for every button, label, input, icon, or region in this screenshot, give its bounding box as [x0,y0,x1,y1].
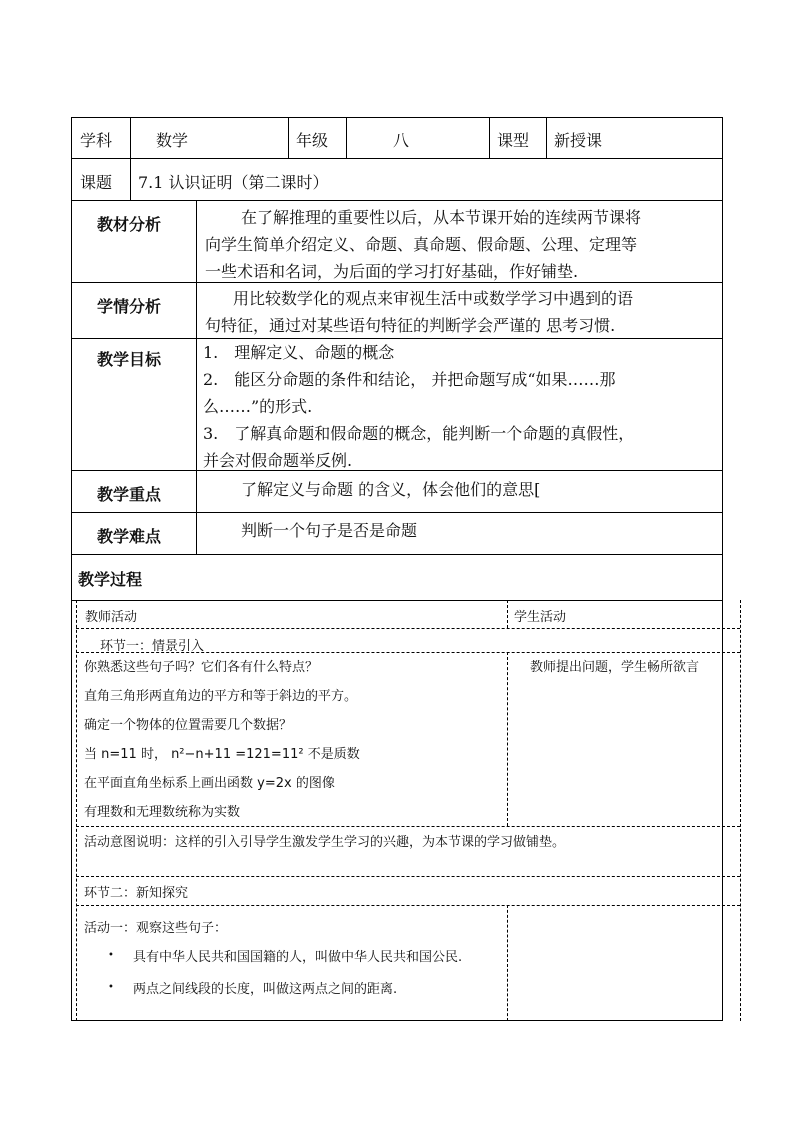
process-dash-stage2-top [76,876,740,877]
table-right-border [722,117,723,600]
row-divider-2 [71,200,723,201]
students-label: 学情分析 [97,297,162,316]
process-bottom-border [71,1020,723,1021]
row-divider-8 [71,600,723,601]
bullet-2: • [108,982,114,993]
lesson-type-label: 课型 [497,131,530,150]
row-divider-1 [71,158,723,159]
difficulty-label: 教学难点 [97,527,162,546]
goal-line-3: 么……”的形式. [203,397,313,416]
key-point-text: 了解定义与命题 的含义，体会他们的意思[ [241,480,541,499]
lesson-type-value: 新授课 [554,131,603,150]
table-top-border [71,117,723,118]
col-divider-e [546,117,547,158]
stage1-line-3: 确定一个物体的位置需要几个数据？ [84,718,293,733]
students-line-1: 用比较数学化的观点来审视生活中或数学学习中遇到的语 [233,289,634,308]
process-label: 教学过程 [78,570,143,589]
goal-line-2: 2. 能区分命题的条件和结论， 并把命题写成“如果……那 [203,370,616,389]
difficulty-text: 判断一个句子是否是命题 [241,521,418,540]
key-point-label: 教学重点 [97,485,162,504]
material-line-2: 向学生简单介绍定义、命题、真命题、假命题、公理、定理等 [205,235,638,254]
goals-label: 教学目标 [97,350,162,369]
stage2-title: 环节二：新知探究 [84,886,189,901]
process-dash-mid-b [507,652,508,826]
intent-note: 活动意图说明：这样的引入引导学生激发学生学习的兴趣，为本节课的学习做铺垫。 [84,835,566,850]
goal-line-5: 并会对假命题举反例. [203,451,353,470]
stage1-line-2: 直角三角形两直角边的平方和等于斜边的平方。 [84,689,358,704]
table-left-border [71,117,72,1021]
stage1-title: 环节一：情景引入 [100,639,205,654]
goals-text [203,339,717,474]
process-dash-stage2-bottom [76,905,740,906]
process-right-solid [722,600,723,1021]
col-divider-b [288,117,289,158]
col-divider-d [489,117,490,158]
grade-value: 八 [393,131,410,150]
material-line-1: 在了解推理的重要性以后，从本节课开始的连续两节课将 [241,208,642,227]
bullet-1: • [108,950,114,961]
subject-value: 数学 [156,131,189,150]
process-dash-mid-c [507,905,508,1021]
grade-label: 年级 [296,131,329,150]
row-divider-6 [71,512,723,513]
topic-value: 7.1 认识证明（第二课时） [138,173,329,192]
col-divider-c [346,117,347,158]
stage1-line-5: 在平面直角坐标系上画出函数 y=2x 的图像 [84,776,335,791]
process-dash-right [740,600,741,1021]
activity1-bullet-1: 具有中华人民共和国国籍的人，叫做中华人民共和国公民. [133,950,463,965]
row-divider-7 [71,554,723,555]
material-text [205,204,717,285]
label-col-divider [196,200,197,554]
goal-line-4: 3. 了解真命题和假命题的概念，能判断一个命题的真假性， [203,424,635,443]
process-dash-intent [76,826,740,827]
students-text [205,285,717,339]
stage1-line-4: 当 n=11 时， n²−n+11 =121=11² 不是质数 [84,747,360,762]
col-divider-a [130,117,131,200]
activity1-bullet-2: 两点之间线段的长度，叫做这两点之间的距离. [133,982,398,997]
subject-label: 学科 [80,131,113,150]
process-dash-top [76,628,740,629]
process-dash-left [76,600,77,1021]
stage1-line-1: 你熟悉这些句子吗？它们各有什么特点？ [84,660,319,675]
students-line-2: 句特征，通过对某些语句特征的判断学会严谨的 思考习惯. [205,316,616,335]
stage1-student-response: 教师提出问题，学生畅所欲言 [530,660,700,675]
goal-line-1: 1. 理解定义、命题的概念 [203,343,395,362]
material-line-3: 一些术语和名词，为后面的学习打好基础，作好铺垫. [205,262,579,281]
process-dash-mid-a [507,600,508,628]
activity1-title: 活动一：观察这些句子： [84,921,228,936]
material-label: 教材分析 [97,215,162,234]
teacher-activity-header: 教师活动 [85,610,138,625]
topic-label: 课题 [80,173,113,192]
stage1-line-6: 有理数和无理数统称为实数 [84,805,241,820]
student-activity-header: 学生活动 [514,610,567,625]
